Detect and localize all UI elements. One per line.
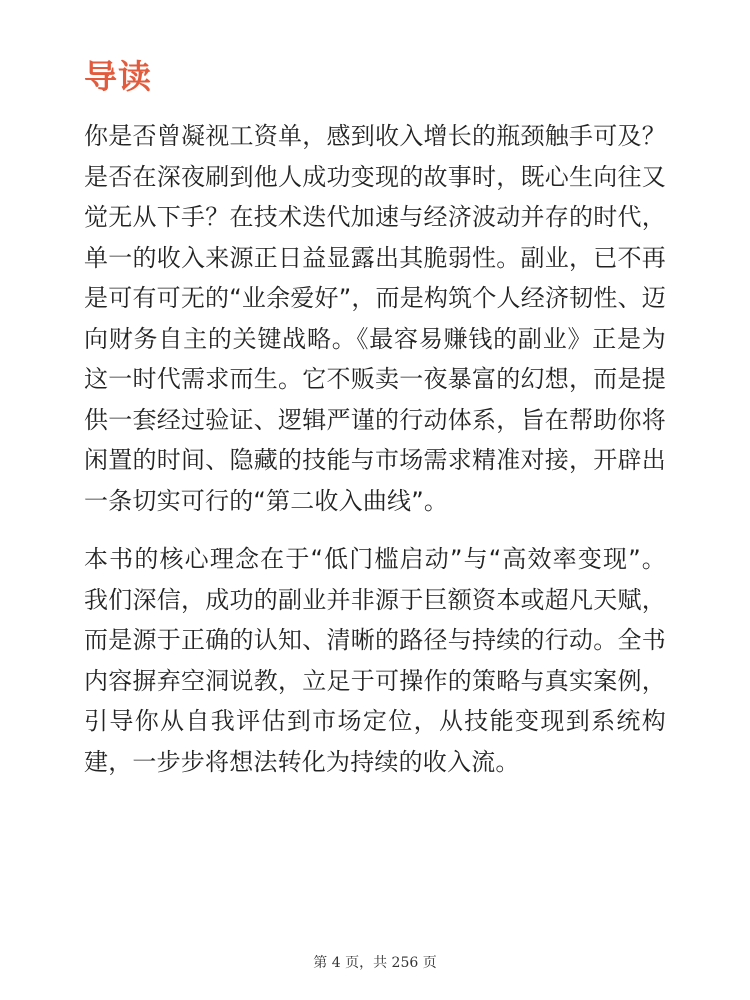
body-text [84,116,666,782]
paragraph-2: 本书的核心理念在于“低门槛启动”与“高效率变现”。我们深信，成功的副业并非源于巨额资本或超凡天赋，而是源于正确的认知、清晰的路径与持续的行动。全书内容摒弃空洞说教，立足于可操作的策略与真实案例，引导你从自我评估到市场定位，从技能变现到系统构建，一步步将想法转化为持续的收入流。 [84,545,666,776]
paragraph-1: 你是否曾凝视工资单，感到收入增长的瓶颈触手可及？是否在深夜刷到他人成功变现的故事时，既心生向往又觉无从下手？在技术迭代加速与经济波动并存的时代，单一的收入来源正日益显露出其脆弱性。副业，已不再是可有可无的“业余爱好”，而是构筑个人经济韧性、迈向财务自主的关键战略。《最容易赚钱的副业》正是为这一时代需求而生。它不贩卖一夜暴富的幻想，而是提供一套经过验证、逻辑严谨的行动体系，旨在帮助你将闲置的时间、隐藏的技能与市场需求精准对接，开辟出一条切实可行的“第二收入曲线”。 [84,122,666,515]
page-number: 第 4 页，共 256 页 [313,955,437,971]
section-heading: 导读 [84,57,152,96]
